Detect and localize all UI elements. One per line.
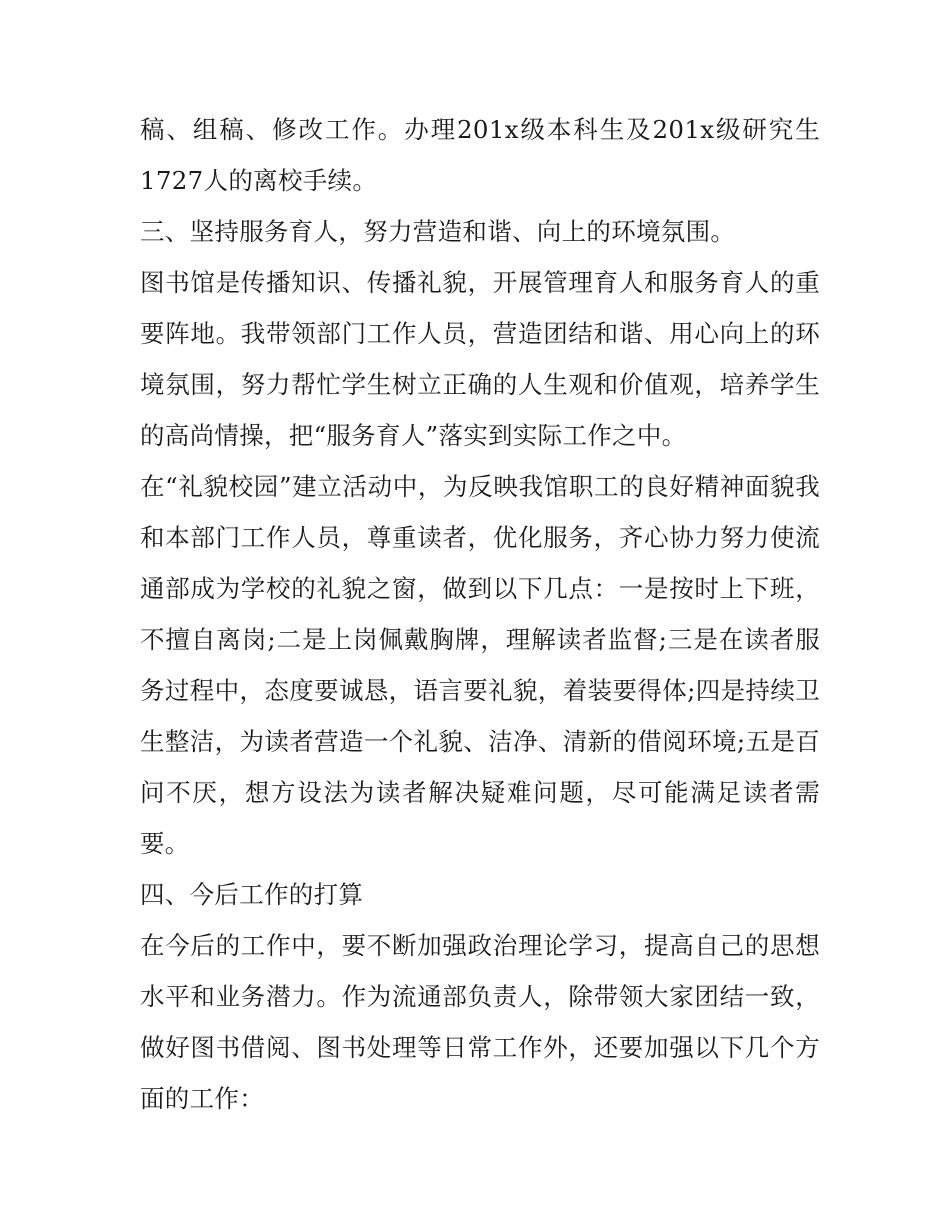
document-body — [140, 104, 820, 1124]
paragraph-future-work: 在今后的工作中，要不断加强政治理论学习，提高自己的思想水平和业务潜力。作为流通部负责人，除带领大家团结一致，做好图书借阅、图书处理等日常工作外，还要加强以下几个方面的工作： — [140, 931, 820, 1113]
paragraph-courtesy-campus: 在“礼貌校园”建立活动中，为反映我馆职工的良好精神面貌我和本部门工作人员，尊重读者，优化服务，齐心协力努力使流通部成为学校的礼貌之窗，做到以下几点：一是按时上下班，不擅自离岗;二是上岗佩戴胸牌，理解读者监督;三是在读者服务过程中，态度要诚恳，语言要礼貌，着装要得体;四是持续卫生整洁，为读者营造一个礼貌、洁净、清新的借阅环境;五是百问不厌，想方设法为读者解决疑难问题，尽可能满足读者需要。 — [140, 472, 820, 858]
paragraph-library-role: 图书馆是传播知识、传播礼貌，开展管理育人和服务育人的重要阵地。我带领部门工作人员，营造团结和谐、用心向上的环境氛围，努力帮忙学生树立正确的人生观和价值观，培养学生的高尚情操，把“服务育人”落实到实际工作之中。 — [140, 268, 820, 450]
paragraph-graduation-procedures: 稿、组稿、修改工作。办理201x级本科生及201x级研究生1727人的离校手续。 — [140, 115, 820, 195]
section-heading-future-plans: 四、今后工作的打算 — [140, 880, 364, 909]
section-heading-service-education: 三、坚持服务育人，努力营造和谐、向上的环境氛围。 — [140, 217, 736, 246]
